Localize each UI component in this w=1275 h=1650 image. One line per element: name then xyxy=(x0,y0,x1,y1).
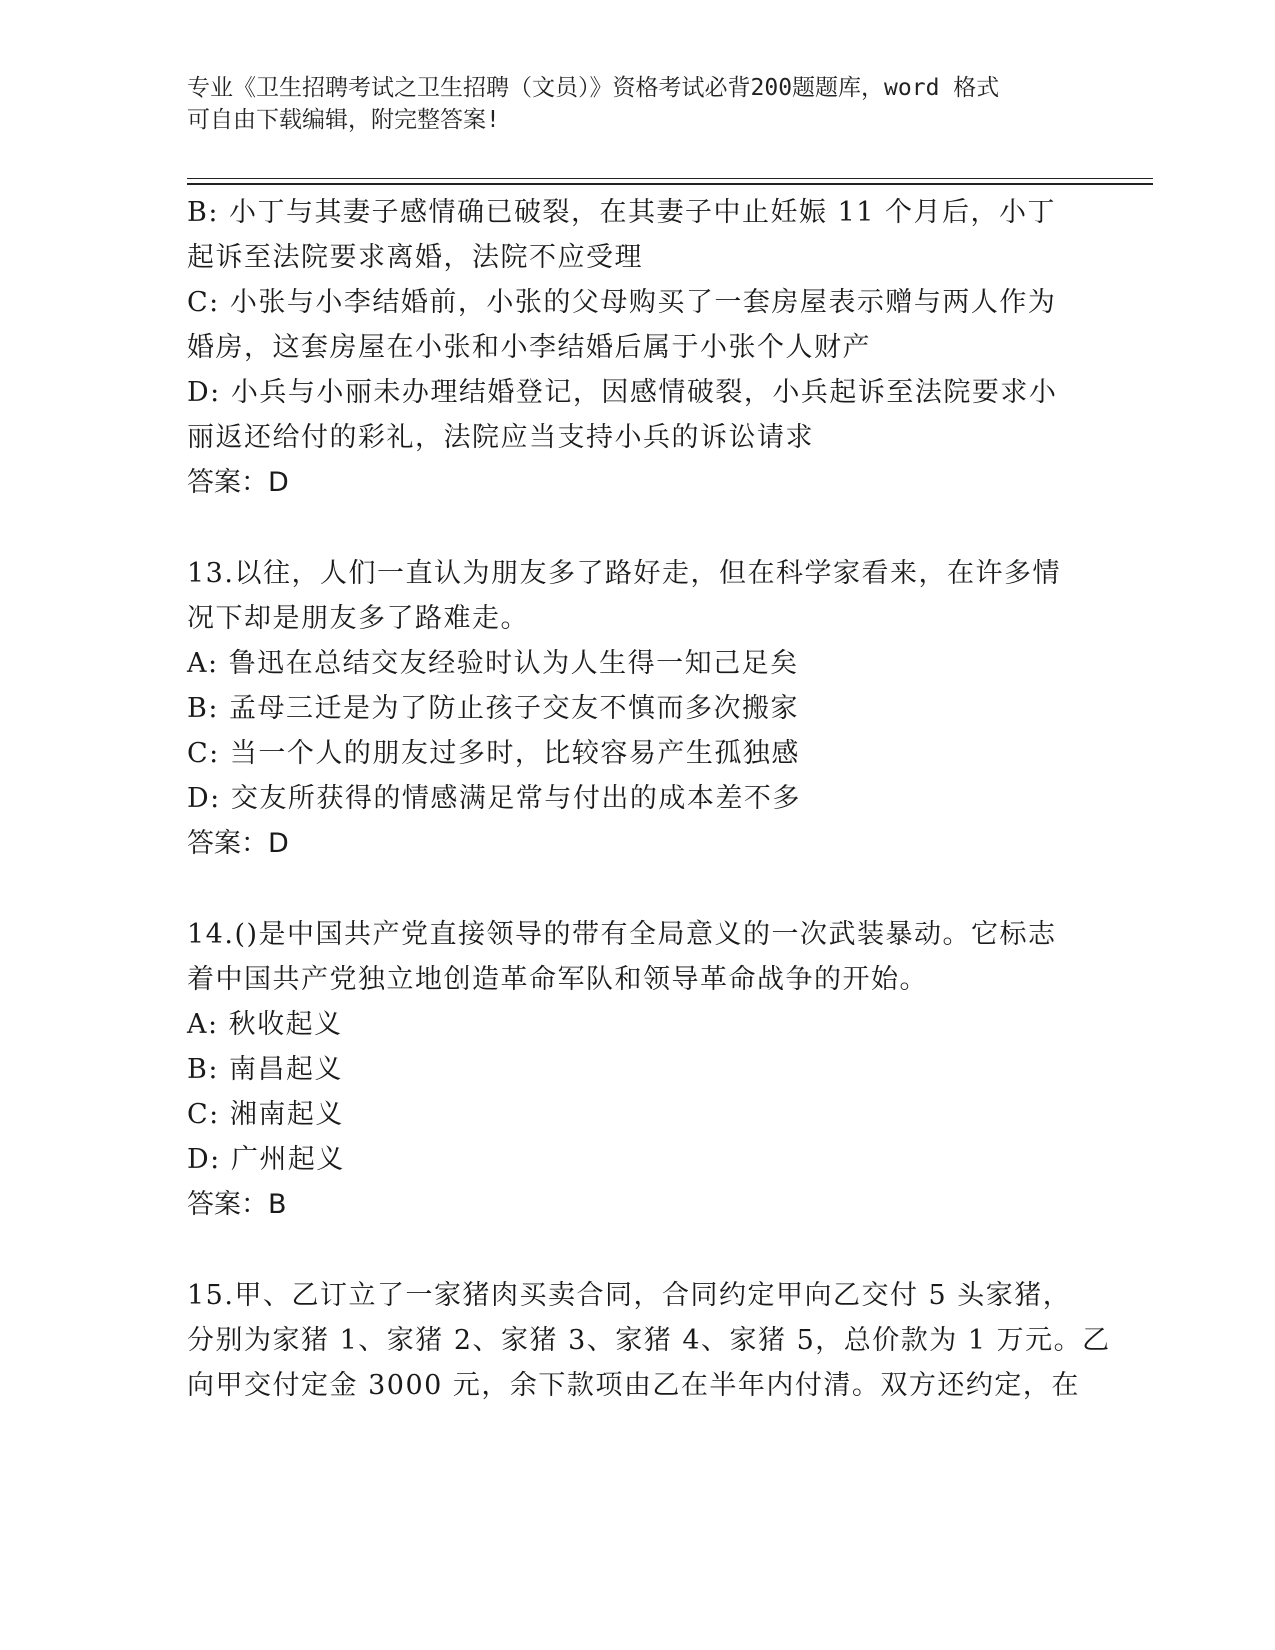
document-header xyxy=(187,72,1067,136)
question-15-stem-line-3: 向甲交付定金 3000 元，余下款项由乙在半年内付清。双方还约定，在 xyxy=(187,1370,1080,1401)
option-d-line-2: 丽返还给付的彩礼，法院应当支持小兵的诉讼请求 xyxy=(187,422,814,453)
option-c-line-2: 婚房，这套房屋在小张和小李结婚后属于小张个人财产 xyxy=(187,332,871,363)
spacer xyxy=(187,1227,1087,1273)
question-13-option-b: B: 孟母三迁是为了防止孩子交友不慎而多次搬家 xyxy=(187,693,800,724)
answer-14: 答案：B xyxy=(187,1189,287,1220)
question-13-stem-line-2: 况下却是朋友多了路难走。 xyxy=(187,603,529,634)
question-12-tail xyxy=(187,190,1087,505)
question-15-stem-line-1: 15.甲、乙订立了一家猪肉买卖合同，合同约定甲向乙交付 5 头家猪， xyxy=(187,1280,1072,1311)
question-15-stem-line-2: 分别为家猪 1、家猪 2、家猪 3、家猪 4、家猪 5，总价款为 1 万元。乙 xyxy=(187,1325,1111,1356)
option-c-line-1: C: 小张与小李结婚前，小张的父母购买了一套房屋表示赠与两人作为 xyxy=(187,287,1057,318)
question-14 xyxy=(187,912,1087,1227)
header-line-2: 可自由下载编辑，附完整答案! xyxy=(187,107,500,133)
question-13 xyxy=(187,551,1087,866)
question-14-option-a: A: 秋收起义 xyxy=(187,1009,343,1040)
document-body xyxy=(187,190,1111,1408)
header-rule-thin xyxy=(187,178,1153,179)
question-13-option-d: D: 交友所获得的情感满足常与付出的成本差不多 xyxy=(187,783,801,814)
question-14-option-d: D: 广州起义 xyxy=(187,1144,345,1175)
question-13-option-a: A: 鲁迅在总结交友经验时认为人生得一知己足矣 xyxy=(187,648,799,679)
question-13-stem-line-1: 13.以往，人们一直认为朋友多了路好走，但在科学家看来，在许多情 xyxy=(187,558,1061,589)
header-line-1: 专业《卫生招聘考试之卫生招聘（文员）》资格考试必背200题题库，word 格式 xyxy=(187,75,1000,101)
option-b-line-2: 起诉至法院要求离婚，法院不应受理 xyxy=(187,242,643,273)
question-14-option-b: B: 南昌起义 xyxy=(187,1054,344,1085)
answer-13: 答案：D xyxy=(187,828,289,859)
question-13-option-c: C: 当一个人的朋友过多时，比较容易产生孤独感 xyxy=(187,738,800,769)
question-14-stem-line-2: 着中国共产党独立地创造革命军队和领导革命战争的开始。 xyxy=(187,964,928,995)
header-rule-thick xyxy=(187,183,1153,185)
option-d-line-1: D: 小兵与小丽未办理结婚登记，因感情破裂，小兵起诉至法院要求小 xyxy=(187,377,1058,408)
option-b-line-1: B: 小丁与其妻子感情确已破裂，在其妻子中止妊娠 11 个月后，小丁 xyxy=(187,197,1057,228)
spacer xyxy=(187,505,1087,551)
spacer xyxy=(187,866,1087,912)
question-14-stem-line-1: 14.()是中国共产党直接领导的带有全局意义的一次武装暴动。它标志 xyxy=(187,919,1057,950)
question-15 xyxy=(187,1273,1111,1408)
question-14-option-c: C: 湘南起义 xyxy=(187,1099,344,1130)
answer-12: 答案：D xyxy=(187,467,289,498)
